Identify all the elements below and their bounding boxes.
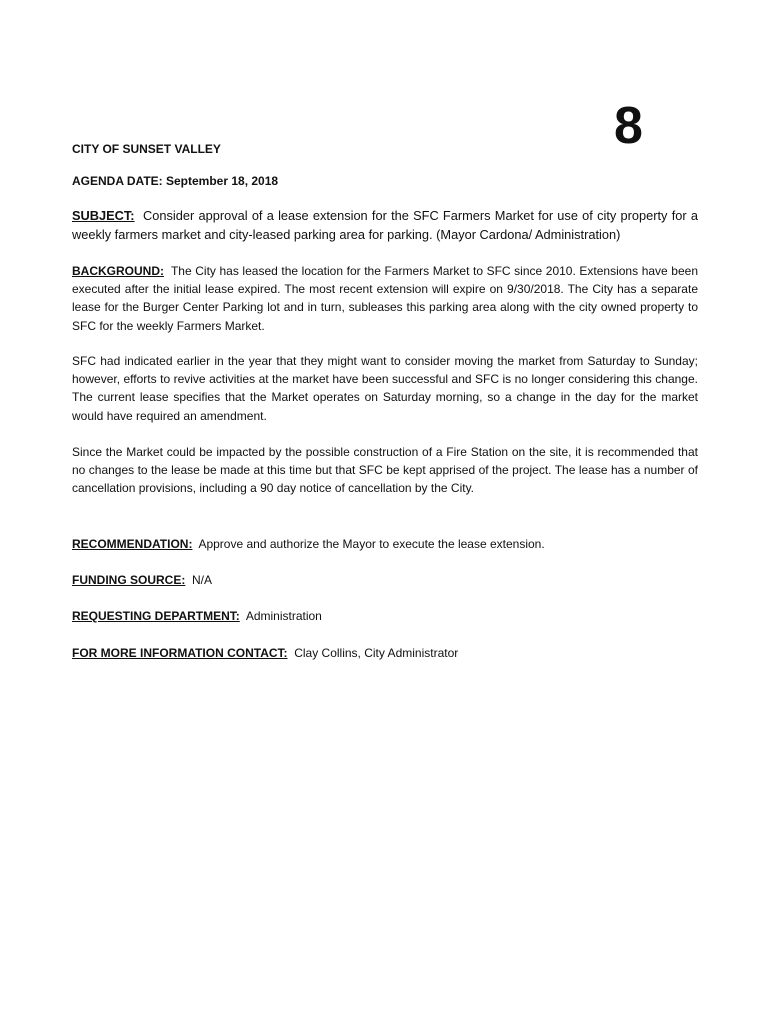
- funding-label: FUNDING SOURCE:: [72, 573, 186, 587]
- subject-text: Consider approval of a lease extension for the SFC Farmers Market for use of city property for a weekly farmers market and city-leased parking area for parking. (Mayor Cardona/ Administration): [72, 208, 698, 242]
- contact-text: Clay Collins, City Administrator: [294, 646, 459, 660]
- body-paragraph: Since the Market could be impacted by the possible construction of a Fire Station on the site, it is recommended that no changes to the lease be made at this time but that SFC be kept apprised of the project. The lease has a number of cancellation provisions, including a 90 day notice of cancellation by the City.: [72, 445, 698, 496]
- department-text: Administration: [245, 609, 322, 623]
- department-section: [72, 607, 698, 625]
- recommendation-section: [72, 535, 698, 553]
- department-label: REQUESTING DEPARTMENT:: [72, 609, 240, 623]
- city-name: CITY OF SUNSET VALLEY: [72, 142, 221, 156]
- recommendation-text: Approve and authorize the Mayor to execute the lease extension.: [198, 537, 545, 551]
- recommendation-label: RECOMMENDATION:: [72, 537, 193, 551]
- funding-text: N/A: [192, 573, 213, 587]
- contact-section: [72, 644, 698, 662]
- subject-section: [72, 207, 698, 244]
- agenda-item-number: 8: [614, 97, 643, 155]
- subject-label: SUBJECT:: [72, 208, 135, 223]
- background-section: [72, 262, 698, 335]
- body-paragraph: SFC had indicated earlier in the year that they might want to consider moving the market from Saturday to Sunday; however, efforts to revive activities at the market have been successful and SFC is no longer considering this change. The current lease specifies that the Market operates on Saturday morning, so a change in the day for the market would have required an amendment.: [72, 354, 698, 423]
- agenda-date: AGENDA DATE: September 18, 2018: [72, 174, 279, 188]
- background-label: BACKGROUND:: [72, 264, 164, 278]
- background-text: The City has leased the location for the Farmers Market to SFC since 2010. Extensions have been executed after the initial lease expired. The most recent extension will expire on 9/30/2018. The City has a separate lease for the Burger Center Parking lot and in turn, subleases this parking area along with the city owned property to SFC for the weekly Farmers Market.: [72, 264, 698, 333]
- funding-section: [72, 571, 698, 589]
- contact-label: FOR MORE INFORMATION CONTACT:: [72, 646, 288, 660]
